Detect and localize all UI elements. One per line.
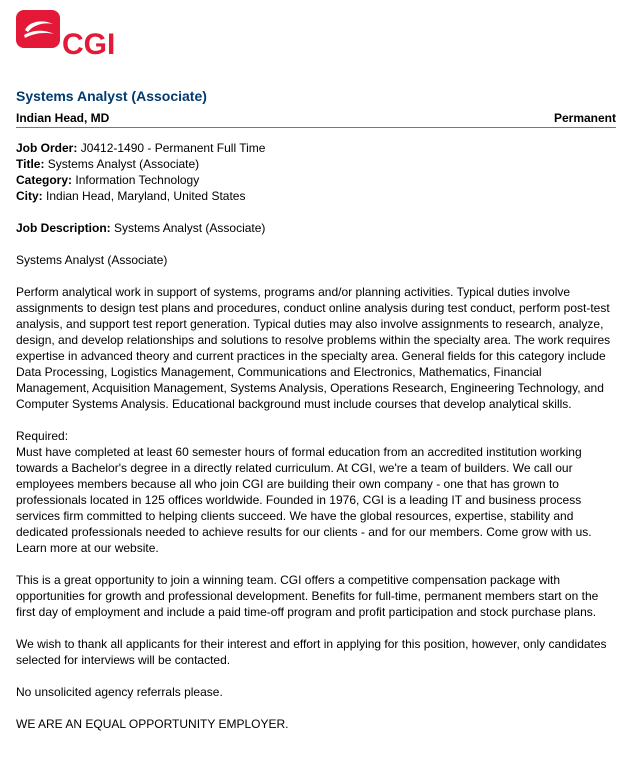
logo-text: CGI xyxy=(62,28,116,61)
job-location: Indian Head, MD xyxy=(16,111,110,125)
body-paragraph-benefits: This is a great opportunity to join a winning team. CGI offers a competitive compensation package with opportunities for growth and professional development. Benefits for full-time, permanent members start on the first day of employment and include a paid time-off program and profit participation and stock purchase plans. xyxy=(16,573,599,619)
body-paragraph-required: Must have completed at least 60 semester hours of formal education from an accredited institution working towards a Bachelor's degree in a directly related curriculum. At CGI, we're a team of builders. We call our employees members because all who join CGI are building their own company - one that has grown to professionals located in 125 offices worldwide. Founded in 1976, CGI is a leading IT and business process services firm committed to helping clients succeed. We have the global resources, expertise, stability and dedicated professionals needed to achieve results for our clients - and for our members. Come grow with us. Learn more at our website. xyxy=(16,445,592,555)
category-label: Category: xyxy=(16,173,73,187)
city-value: Indian Head, Maryland, United States xyxy=(46,189,246,203)
category-value: Information Technology xyxy=(75,173,200,187)
body-heading: Systems Analyst (Associate) xyxy=(16,253,168,267)
job-description-value: Systems Analyst (Associate) xyxy=(114,221,266,235)
category-line xyxy=(16,172,616,188)
job-meta xyxy=(16,140,616,204)
required-label: Required: xyxy=(16,429,69,443)
job-order-label: Job Order: xyxy=(16,141,78,155)
job-description-label: Job Description: xyxy=(16,221,111,235)
cgi-logo xyxy=(16,10,116,62)
job-order-line xyxy=(16,140,616,156)
body-requirements xyxy=(16,428,616,556)
body-paragraph-thanks: We wish to thank all applicants for their interest and effort in applying for this position, however, only candidates selected for interviews will be contacted. xyxy=(16,637,607,667)
job-description-line xyxy=(16,220,616,236)
job-title-heading: Systems Analyst (Associate) xyxy=(16,88,207,104)
job-content xyxy=(16,140,616,748)
job-header-row xyxy=(16,111,616,128)
body-paragraph-referrals: No unsolicited agency referrals please. xyxy=(16,685,223,699)
body-paragraph-eoe: WE ARE AN EQUAL OPPORTUNITY EMPLOYER. xyxy=(16,717,289,731)
city-line xyxy=(16,188,616,204)
title-value: Systems Analyst (Associate) xyxy=(47,157,200,171)
cgi-logo-mark-icon xyxy=(16,10,60,48)
city-label: City: xyxy=(16,189,43,203)
title-label: Title: xyxy=(16,157,45,171)
title-line xyxy=(16,156,616,172)
body-paragraph-duties: Perform analytical work in support of systems, programs and/or planning activities. Typical duties involve assignments to design test plans and procedures, conduct online analysis during test conduct, perform post-test analysis, and support test report generation. Typical duties may also involve assignments to research, analyze, design, and develop relationships and solutions to resolve problems within the specialty area. The work requires expertise in advanced theory and current practices in the specialty area. General fields for this category include Data Processing, Logistics Management, Communications and Electronics, Mathematics, Financial Management, Acquisition Management, Systems Analysis, Operations Research, Engineering Technology, and Computer Systems Analysis. Educational background must include courses that develop analytical skills. xyxy=(16,285,611,411)
job-order-value: J0412-1490 - Permanent Full Time xyxy=(80,141,266,155)
job-type: Permanent xyxy=(553,111,616,125)
